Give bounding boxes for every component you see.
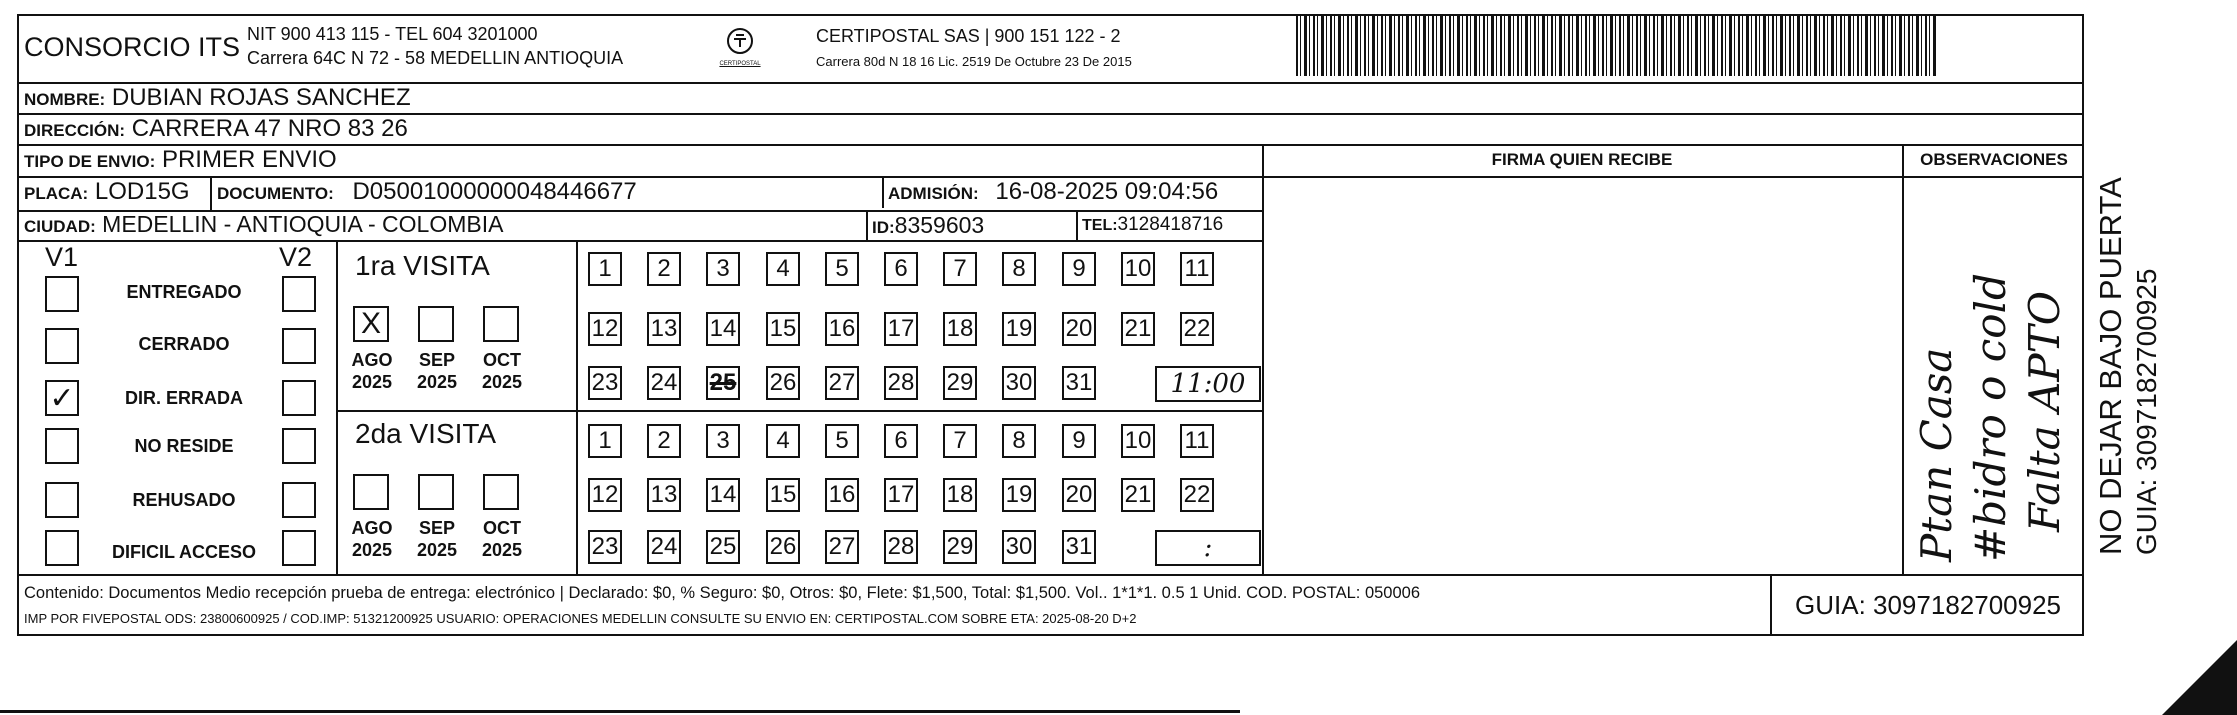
v1-checkbox-cerrado[interactable] xyxy=(45,328,79,364)
admision-row xyxy=(888,178,1218,206)
firma-header: FIRMA QUIEN RECIBE xyxy=(1491,150,1673,169)
second-visit-month-name: OCT xyxy=(483,518,521,538)
logo-icon xyxy=(725,26,755,56)
second-visit-day-25[interactable]: 25 xyxy=(706,530,740,564)
certipostal-logo xyxy=(712,26,768,74)
second-visit-month-year: 2025 xyxy=(481,540,523,560)
documento-label: DOCUMENTO: xyxy=(217,184,334,203)
nombre-value: DUBIAN ROJAS SANCHEZ xyxy=(111,84,411,111)
second-visit-day-26[interactable]: 26 xyxy=(766,530,800,564)
first-visit-title: 1ra VISITA xyxy=(355,250,490,281)
first-visit-day-2[interactable]: 2 xyxy=(647,252,681,286)
second-visit-day-19[interactable]: 19 xyxy=(1002,478,1036,512)
first-visit-day-16[interactable]: 16 xyxy=(825,312,859,346)
id-label: ID: xyxy=(872,218,895,237)
tel-row xyxy=(1082,214,1223,236)
first-visit-day-29[interactable]: 29 xyxy=(943,366,977,400)
second-visit-day-21[interactable]: 21 xyxy=(1121,478,1155,512)
scan-edge-line xyxy=(0,710,1240,713)
second-visit-month-box-oct[interactable] xyxy=(483,474,519,510)
footer-imp: IMP POR FIVEPOSTAL ODS: 23800600925 / COD.IMP: 51321200925 USUARIO: OPERACIONES MEDELLIN CONSULTE SU ENVIO EN: CERTIPOSTAL.COM SOBRE ETA: 2025-08-20 D+2 xyxy=(24,611,1137,626)
second-visit-day-24[interactable]: 24 xyxy=(647,530,681,564)
first-visit-day-18[interactable]: 18 xyxy=(943,312,977,346)
first-visit-day-7[interactable]: 7 xyxy=(943,252,977,286)
status-label-no-reside: NO RESIDE xyxy=(134,436,234,456)
obs-line-2: #bidro o cold xyxy=(1966,273,2015,562)
second-visit-day-30[interactable]: 30 xyxy=(1002,530,1036,564)
v1-checkbox-entregado[interactable] xyxy=(45,276,79,312)
second-visit-time-box[interactable]: : xyxy=(1155,530,1261,566)
first-visit-day-5[interactable]: 5 xyxy=(825,252,859,286)
second-visit-day-13[interactable]: 13 xyxy=(647,478,681,512)
id-row xyxy=(872,212,984,239)
first-visit-month-year: 2025 xyxy=(416,372,458,392)
ciudad-row xyxy=(24,211,503,238)
second-visit-day-14[interactable]: 14 xyxy=(706,478,740,512)
v2-checkbox-rehusado[interactable] xyxy=(282,482,316,518)
second-visit-day-16[interactable]: 16 xyxy=(825,478,859,512)
first-visit-day-12[interactable]: 12 xyxy=(588,312,622,346)
v2-checkbox-entregado[interactable] xyxy=(282,276,316,312)
first-visit-day-13[interactable]: 13 xyxy=(647,312,681,346)
v2-checkbox-no-reside[interactable] xyxy=(282,428,316,464)
tipo-label: TIPO DE ENVIO: xyxy=(24,152,156,171)
first-visit-day-14[interactable]: 14 xyxy=(706,312,740,346)
direccion-value: CARRERA 47 NRO 83 26 xyxy=(131,115,408,142)
second-visit-day-18[interactable]: 18 xyxy=(943,478,977,512)
second-visit-month-name: AGO xyxy=(351,518,393,538)
v2-checkbox-dificil-acceso[interactable] xyxy=(282,530,316,566)
v1-checkbox-dir-errada[interactable]: ✓ xyxy=(45,380,79,416)
second-visit-title: 2da VISITA xyxy=(355,418,497,449)
obs-line-1: Ptan Casa xyxy=(1912,347,1961,562)
first-visit-month-year: 2025 xyxy=(351,372,393,392)
side-warning xyxy=(2093,95,2203,555)
first-visit-day-8[interactable]: 8 xyxy=(1002,252,1036,286)
first-visit-day-26[interactable]: 26 xyxy=(766,366,800,400)
v2-checkbox-cerrado[interactable] xyxy=(282,328,316,364)
carrier-address: Carrera 80d N 18 16 Lic. 2519 De Octubre 23 De 2015 xyxy=(816,54,1132,69)
direccion-label: DIRECCIÓN: xyxy=(24,121,126,140)
second-visit-day-6[interactable]: 6 xyxy=(884,424,918,458)
ciudad-value: MEDELLIN - ANTIOQUIA - COLOMBIA xyxy=(102,211,504,237)
status-label-entregado: ENTREGADO xyxy=(126,282,242,302)
v2-header: V2 xyxy=(279,242,313,272)
first-visit-month-box-sep[interactable] xyxy=(418,306,454,342)
admision-value: 16-08-2025 09:04:56 xyxy=(995,178,1219,205)
second-visit-day-9[interactable]: 9 xyxy=(1062,424,1096,458)
first-visit-day-10[interactable]: 10 xyxy=(1121,252,1155,286)
tipo-row xyxy=(24,146,337,174)
second-visit-day-22[interactable]: 22 xyxy=(1180,478,1214,512)
placa-label: PLACA: xyxy=(24,184,89,203)
second-visit-month-year: 2025 xyxy=(351,540,393,560)
nombre-row xyxy=(24,84,411,112)
side-line-2: GUIA: 3097182700925 xyxy=(2131,268,2162,555)
second-visit-day-31[interactable]: 31 xyxy=(1062,530,1096,564)
first-visit-day-31[interactable]: 31 xyxy=(1062,366,1096,400)
first-visit-day-20[interactable]: 20 xyxy=(1062,312,1096,346)
first-visit-day-19[interactable]: 19 xyxy=(1002,312,1036,346)
second-visit-day-20[interactable]: 20 xyxy=(1062,478,1096,512)
direccion-row xyxy=(24,115,408,143)
second-visit-day-7[interactable]: 7 xyxy=(943,424,977,458)
admision-label: ADMISIÓN: xyxy=(888,184,979,203)
second-visit-day-2[interactable]: 2 xyxy=(647,424,681,458)
second-visit-month-year: 2025 xyxy=(416,540,458,560)
first-visit-month-name: SEP xyxy=(418,350,456,370)
carrier-name: CERTIPOSTAL SAS | 900 151 122 - 2 xyxy=(816,26,1121,46)
second-visit-day-23[interactable]: 23 xyxy=(588,530,622,564)
second-visit-day-10[interactable]: 10 xyxy=(1121,424,1155,458)
first-visit-day-22[interactable]: 22 xyxy=(1180,312,1214,346)
second-visit-day-27[interactable]: 27 xyxy=(825,530,859,564)
second-visit-day-12[interactable]: 12 xyxy=(588,478,622,512)
first-visit-day-25[interactable]: 25 xyxy=(706,366,740,400)
first-visit-day-3[interactable]: 3 xyxy=(706,252,740,286)
second-visit-day-3[interactable]: 3 xyxy=(706,424,740,458)
second-visit-day-28[interactable]: 28 xyxy=(884,530,918,564)
second-visit-day-5[interactable]: 5 xyxy=(825,424,859,458)
second-visit-day-15[interactable]: 15 xyxy=(766,478,800,512)
status-label-cerrado: CERRADO xyxy=(138,334,230,354)
first-visit-day-27[interactable]: 27 xyxy=(825,366,859,400)
placa-value: LOD15G xyxy=(94,178,190,205)
first-visit-day-15[interactable]: 15 xyxy=(766,312,800,346)
observaciones-header: OBSERVACIONES xyxy=(1920,150,2068,169)
tipo-value: PRIMER ENVIO xyxy=(161,146,337,173)
scan-corner xyxy=(2162,640,2237,715)
side-line-1: NO DEJAR BAJO PUERTA xyxy=(2093,177,2128,555)
company-nit: NIT 900 413 115 - TEL 604 3201000 xyxy=(247,24,538,44)
first-visit-month-name: OCT xyxy=(483,350,521,370)
second-visit-day-1[interactable]: 1 xyxy=(588,424,622,458)
v2-checkbox-dir-errada[interactable] xyxy=(282,380,316,416)
first-visit-day-21[interactable]: 21 xyxy=(1121,312,1155,346)
obs-line-3: Falta APTO xyxy=(2020,290,2069,532)
company-name: CONSORCIO ITS xyxy=(24,32,241,62)
company-address: Carrera 64C N 72 - 58 MEDELLIN ANTIOQUIA xyxy=(247,48,624,68)
second-visit-day-29[interactable]: 29 xyxy=(943,530,977,564)
second-visit-day-4[interactable]: 4 xyxy=(766,424,800,458)
first-visit-day-17[interactable]: 17 xyxy=(884,312,918,346)
documento-row xyxy=(217,178,637,206)
first-visit-month-box-oct[interactable] xyxy=(483,306,519,342)
second-visit-month-box-ago[interactable] xyxy=(353,474,389,510)
tel-label: TEL: xyxy=(1082,217,1118,234)
placa-row xyxy=(24,178,190,206)
nombre-label: NOMBRE: xyxy=(24,90,106,109)
first-visit-day-1[interactable]: 1 xyxy=(588,252,622,286)
v1-checkbox-rehusado[interactable] xyxy=(45,482,79,518)
first-visit-month-box-ago[interactable]: X xyxy=(353,306,389,342)
first-visit-day-6[interactable]: 6 xyxy=(884,252,918,286)
footer-contenido: Contenido: Documentos Medio recepción prueba de entrega: electrónico | Declarado: $0, % Seguro: $0, Otros: $0, Flete: $1,500, Total: $1,500. Vol.. 1*1*1. 0.5 1 Unid. COD. POSTAL: 050006 xyxy=(24,584,1421,602)
status-label-dir-errada: DIR. ERRADA xyxy=(124,388,243,408)
second-visit-month-box-sep[interactable] xyxy=(418,474,454,510)
documento-value: D05001000000048446677 xyxy=(352,178,637,205)
first-visit-day-28[interactable]: 28 xyxy=(884,366,918,400)
second-visit-day-11[interactable]: 11 xyxy=(1180,424,1214,458)
id-value: 8359603 xyxy=(894,212,985,238)
logo-text: CERTIPOSTAL xyxy=(719,61,761,67)
second-visit-month-name: SEP xyxy=(418,518,456,538)
firma-area[interactable] xyxy=(1264,178,1900,572)
tel-value: 3128418716 xyxy=(1117,214,1224,235)
status-label-dificil-acceso: DIFICIL ACCESO xyxy=(111,542,256,562)
first-visit-month-name: AGO xyxy=(351,350,393,370)
first-visit-month-year: 2025 xyxy=(481,372,523,392)
first-visit-day-4[interactable]: 4 xyxy=(766,252,800,286)
second-visit-day-8[interactable]: 8 xyxy=(1002,424,1036,458)
first-visit-day-11[interactable]: 11 xyxy=(1180,252,1214,286)
first-visit-day-24[interactable]: 24 xyxy=(647,366,681,400)
ciudad-label: CIUDAD: xyxy=(24,217,96,236)
first-visit-day-30[interactable]: 30 xyxy=(1002,366,1036,400)
status-label-rehusado: REHUSADO xyxy=(132,490,236,510)
v1-checkbox-no-reside[interactable] xyxy=(45,428,79,464)
v1-header: V1 xyxy=(45,242,79,272)
v1-checkbox-dificil-acceso[interactable] xyxy=(45,530,79,566)
footer-guia: GUIA: 3097182700925 xyxy=(1795,590,2061,620)
second-visit-day-17[interactable]: 17 xyxy=(884,478,918,512)
first-visit-day-23[interactable]: 23 xyxy=(588,366,622,400)
first-visit-time-box[interactable]: 11:00 xyxy=(1155,366,1261,402)
barcode xyxy=(1296,16,1936,76)
observaciones-handwriting xyxy=(1904,178,2084,572)
first-visit-day-9[interactable]: 9 xyxy=(1062,252,1096,286)
